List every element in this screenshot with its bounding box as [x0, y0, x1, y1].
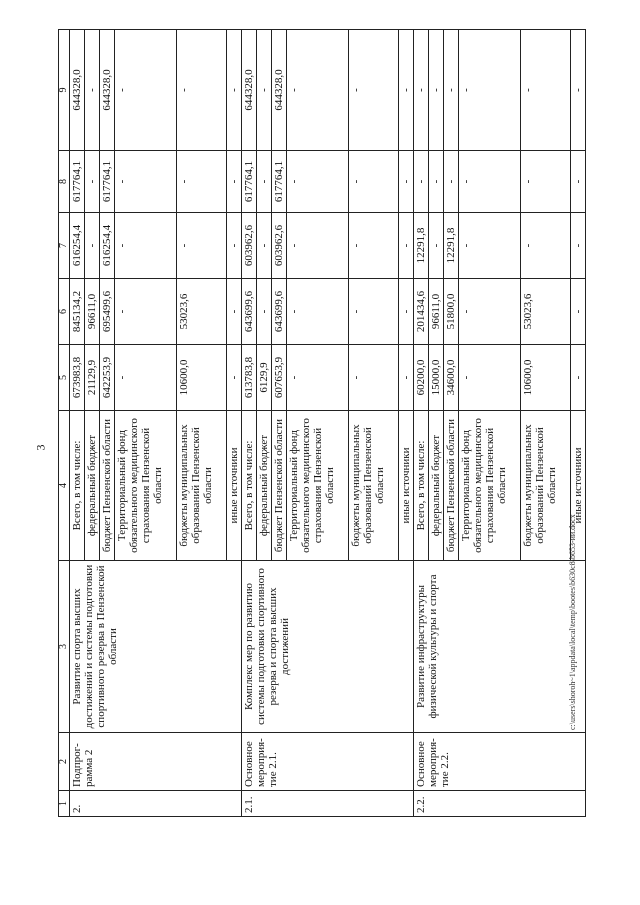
amount-cell: - [287, 30, 349, 151]
funding-source: федеральный бюджет [257, 411, 272, 561]
amount-cell: - [429, 151, 444, 213]
amount-cell: - [399, 279, 414, 345]
amount-cell: 644328,0 [272, 30, 287, 151]
header-cell: 2 [59, 733, 70, 791]
funding-source: иные источники [571, 411, 586, 561]
amount-cell: 21129,9 [85, 345, 100, 411]
amount-cell: - [459, 30, 521, 151]
amount-cell: - [177, 151, 227, 213]
amount-cell: - [521, 151, 571, 213]
amount-cell: - [287, 151, 349, 213]
header-cell: 5 [59, 345, 70, 411]
row-type: Основное мероприя-тие 2.1. [242, 733, 414, 791]
funding-source: федеральный бюджет [429, 411, 444, 561]
header-cell: 7 [59, 213, 70, 279]
amount-cell: 53023,6 [521, 279, 571, 345]
amount-cell: 15000,0 [429, 345, 444, 411]
row-name: Развитие спорта высших достижений и системы подготовки спортивного резерва в Пензенской области [70, 561, 242, 733]
header-row [59, 30, 70, 817]
amount-cell: 96611,0 [429, 279, 444, 345]
amount-cell: - [414, 151, 429, 213]
amount-cell: - [115, 151, 177, 213]
funding-source: федеральный бюджет [85, 411, 100, 561]
funding-source: Всего, в том числе: [242, 411, 257, 561]
amount-cell: - [177, 213, 227, 279]
funding-source: бюджеты муниципальных образований Пензенской области [177, 411, 227, 561]
amount-cell: 603962,6 [272, 213, 287, 279]
rotated-page-content [58, 30, 640, 817]
table-row [414, 30, 429, 817]
amount-cell: 644328,0 [70, 30, 85, 151]
amount-cell: - [257, 30, 272, 151]
amount-cell: 643699,6 [242, 279, 257, 345]
header-cell: 4 [59, 411, 70, 561]
amount-cell: 616254,4 [70, 213, 85, 279]
amount-cell: - [227, 213, 242, 279]
amount-cell: - [399, 213, 414, 279]
amount-cell: - [227, 345, 242, 411]
funding-source: иные источники [399, 411, 414, 561]
amount-cell: - [429, 213, 444, 279]
funding-source: иные источники [227, 411, 242, 561]
amount-cell: 695499,6 [100, 279, 115, 345]
financing-table [58, 29, 586, 817]
amount-cell: - [459, 279, 521, 345]
amount-cell: - [287, 279, 349, 345]
header-cell: 8 [59, 151, 70, 213]
amount-cell: - [399, 345, 414, 411]
amount-cell: 616254,4 [100, 213, 115, 279]
row-name: Развитие инфраструктуры физической культуры и спорта [414, 561, 586, 733]
amount-cell: - [257, 213, 272, 279]
amount-cell: - [521, 213, 571, 279]
amount-cell: 60200,0 [414, 345, 429, 411]
amount-cell: - [571, 151, 586, 213]
amount-cell: - [429, 30, 444, 151]
amount-cell: - [227, 151, 242, 213]
table-row [242, 30, 257, 817]
amount-cell: 12291,8 [444, 213, 459, 279]
amount-cell: 53023,6 [177, 279, 227, 345]
amount-cell: 603962,6 [242, 213, 257, 279]
table-row [70, 30, 85, 817]
amount-cell: - [349, 279, 399, 345]
funding-source: бюджет Пензенской области [272, 411, 287, 561]
amount-cell: 10600,0 [521, 345, 571, 411]
header-cell: 1 [59, 791, 70, 817]
amount-cell: - [444, 30, 459, 151]
funding-source: Всего, в том числе: [414, 411, 429, 561]
amount-cell: - [85, 151, 100, 213]
amount-cell: - [257, 279, 272, 345]
funding-source: бюджеты муниципальных образований Пензенской области [349, 411, 399, 561]
header-cell: 9 [59, 30, 70, 151]
amount-cell: 617764,1 [100, 151, 115, 213]
amount-cell: - [287, 213, 349, 279]
amount-cell: 617764,1 [242, 151, 257, 213]
row-type: Подпрог-рамма 2 [70, 733, 242, 791]
amount-cell: - [571, 279, 586, 345]
funding-source: Территориальный фонд обязательного медицинского страхования Пензенской области [287, 411, 349, 561]
funding-source: Территориальный фонд обязательного медицинского страхования Пензенской области [115, 411, 177, 561]
amount-cell: 12291,8 [414, 213, 429, 279]
table-body [70, 30, 586, 817]
amount-cell: 6129,9 [257, 345, 272, 411]
page-number: 3 [33, 444, 48, 451]
funding-source: бюджет Пензенской области [100, 411, 115, 561]
amount-cell: - [349, 213, 399, 279]
amount-cell: - [227, 30, 242, 151]
amount-cell: - [115, 345, 177, 411]
header-cell: 6 [59, 279, 70, 345]
amount-cell: - [349, 151, 399, 213]
amount-cell: 845134,2 [70, 279, 85, 345]
amount-cell: - [571, 30, 586, 151]
amount-cell: 617764,1 [272, 151, 287, 213]
amount-cell: - [459, 345, 521, 411]
amount-cell: - [177, 30, 227, 151]
amount-cell: - [349, 30, 399, 151]
amount-cell: 10600,0 [177, 345, 227, 411]
amount-cell: 201434,6 [414, 279, 429, 345]
amount-cell: - [85, 213, 100, 279]
row-name: Комплекс мер по развитию системы подготовки спортивного резерва и спорта высших достижений [242, 561, 414, 733]
row-number: 2. [70, 791, 242, 817]
amount-cell: - [414, 30, 429, 151]
amount-cell: 34600,0 [444, 345, 459, 411]
amount-cell: - [115, 30, 177, 151]
amount-cell: - [399, 30, 414, 151]
amount-cell: 96611,0 [85, 279, 100, 345]
amount-cell: - [287, 345, 349, 411]
footer-file-path: c:\users\shoroh~1\appdata\local\temp\bootes\b630c8\b653-ии.docx [568, 514, 577, 730]
amount-cell: 644328,0 [100, 30, 115, 151]
amount-cell: - [399, 151, 414, 213]
amount-cell: - [257, 151, 272, 213]
amount-cell: - [459, 213, 521, 279]
amount-cell: - [571, 345, 586, 411]
amount-cell: - [115, 279, 177, 345]
amount-cell: - [571, 213, 586, 279]
funding-source: бюджет Пензенской области [444, 411, 459, 561]
row-type: Основное мероприя-тие 2.2. [414, 733, 586, 791]
header-cell: 3 [59, 561, 70, 733]
amount-cell: - [444, 151, 459, 213]
funding-source: Территориальный фонд обязательного медицинского страхования Пензенской области [459, 411, 521, 561]
amount-cell: 642253,9 [100, 345, 115, 411]
amount-cell: - [115, 213, 177, 279]
funding-source: Всего, в том числе: [70, 411, 85, 561]
amount-cell: - [459, 151, 521, 213]
amount-cell: 673983,8 [70, 345, 85, 411]
amount-cell: - [349, 345, 399, 411]
amount-cell: 613783,8 [242, 345, 257, 411]
row-number: 2.1. [242, 791, 414, 817]
row-number: 2.2. [414, 791, 586, 817]
amount-cell: - [227, 279, 242, 345]
amount-cell: - [85, 30, 100, 151]
funding-source: бюджеты муниципальных образований Пензенской области [521, 411, 571, 561]
amount-cell: 617764,1 [70, 151, 85, 213]
amount-cell: 51800,0 [444, 279, 459, 345]
amount-cell: 643699,6 [272, 279, 287, 345]
amount-cell: 644328,0 [242, 30, 257, 151]
amount-cell: 607653,9 [272, 345, 287, 411]
amount-cell: - [521, 30, 571, 151]
